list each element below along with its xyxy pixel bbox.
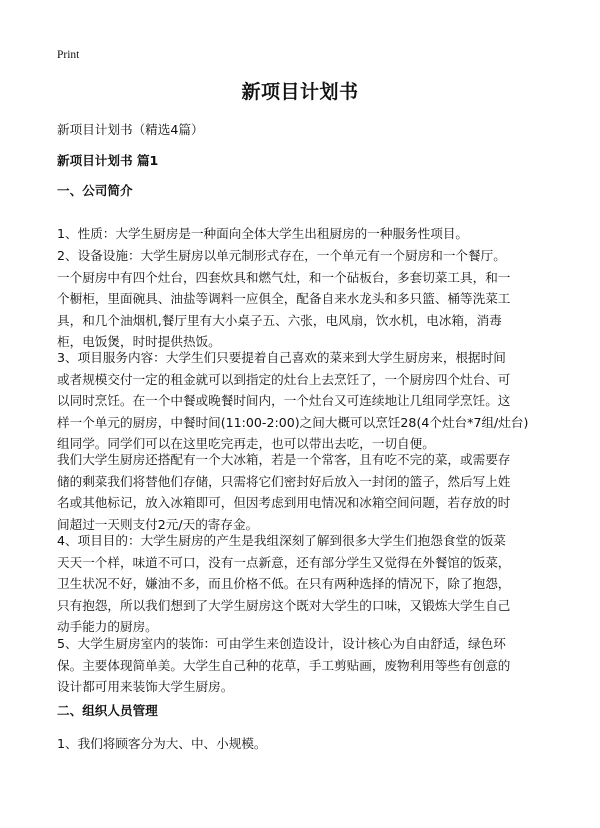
paragraph-line: 名或其他标记，放入冰箱即可，但因考虑到用电情况和冰箱空间问题，若存放的时 xyxy=(57,495,511,510)
paragraph-line: 天天一个样，味道不可口，没有一点新意，还有部分学生又觉得在外餐馆的饭菜， xyxy=(57,554,511,570)
paragraph-line: 或者规模交付一定的租金就可以到指定的灶台上去烹饪了，一个厨房四个灶台、可 xyxy=(57,371,511,387)
paragraph-line: 只有抱怨，所以我们想到了大学生厨房这个既对大学生的口味，又锻炼大学生自己 xyxy=(57,597,511,613)
paragraph-line: 间超过一天则支付2元/天的寄存金。 xyxy=(57,516,259,532)
paragraph-facilities xyxy=(57,245,547,353)
section-title: 新项目计划书 篇1 xyxy=(57,153,159,168)
paragraph-line: 具，和几个油烟机,餐厅里有大小桌子五、六张，电风扇，饮水机，电冰箱，消毒 xyxy=(57,312,502,328)
paragraph-line: 柜，电饭煲，时时提供热饭。 xyxy=(57,334,221,349)
paragraph-line: 储的剩菜我们将替他们存储，只需将它们密封好后放入一封闭的篮子，然后写上姓 xyxy=(57,473,511,489)
document-title: 新项目计划书 xyxy=(241,81,359,103)
paragraph-purpose xyxy=(57,530,547,638)
document-subtitle: 新项目计划书（精选4篇） xyxy=(57,122,204,137)
paragraph-line: 一个厨房中有四个灶台，四套炊具和燃气灶，和一个砧板台，多套切菜工具，和一 xyxy=(57,269,511,285)
paragraph-line: 以同时烹饪。在一个中餐或晚餐时间内，一个灶台又可连续地让几组同学烹饪。这 xyxy=(57,393,511,408)
paragraph-line: 1、性质：大学生厨房是一种面向全体大学生出租厨房的一种服务性项目。 xyxy=(57,225,469,241)
paragraph-line: 保。主要体现简单美。大学生自己种的花草，手工剪贴画，废物利用等些有创意的 xyxy=(57,657,511,673)
paragraph-line: 我们大学生厨房还搭配有一个大冰箱，若是一个常客，且有吃不完的菜，或需要存 xyxy=(57,452,511,467)
paragraph-service xyxy=(57,347,547,455)
paragraph-line: 1、我们将顾客分为大、中、小规模。 xyxy=(57,736,267,751)
paragraph-storage xyxy=(57,449,547,535)
paragraph-decoration xyxy=(57,633,547,698)
paragraph-line: 组同学。同学们可以在这里吃完再走，也可以带出去吃，一切自便。 xyxy=(57,436,435,451)
paragraph-line: 样一个单元的厨房，中餐时间(11:00-2:00)之间大概可以烹饪28(4个灶台*7组/灶台) xyxy=(57,414,529,430)
paragraph-line: 卫生状况不好，嫌油不多，而且价格不低。在只有两种选择的情况下，除了抱怨， xyxy=(57,576,511,591)
paragraph-line: 5、大学生厨房室内的装饰：可由学生来创造设计，设计核心为自由舒适，绿色环 xyxy=(57,636,506,651)
heading-company-intro: 一、公司简介 xyxy=(57,183,133,198)
paragraph-scale xyxy=(57,733,547,755)
paragraph-line: 设计都可用来装饰大学生厨房。 xyxy=(57,679,234,694)
paragraph-line: 4、项目目的：大学生厨房的产生是我组深刻了解到很多大学生们抱怨食堂的饭菜 xyxy=(57,533,506,548)
paragraph-line: 个橱柜，里面碗具、油盐等调料一应俱全，配备自来水龙头和多只篮、桶等洗菜工 xyxy=(57,291,511,306)
paragraph-line: 动手能力的厨房。 xyxy=(57,619,158,634)
print-label: Print xyxy=(57,49,80,61)
paragraph-line: 3、项目服务内容：大学生们只要提着自己喜欢的菜来到大学生厨房来，根据时间 xyxy=(57,350,506,365)
heading-org-management: 二、组织人员管理 xyxy=(57,703,158,718)
paragraph-line: 2、设备设施：大学生厨房以单元制形式存在，一个单元有一个厨房和一个餐厅。 xyxy=(57,248,506,263)
